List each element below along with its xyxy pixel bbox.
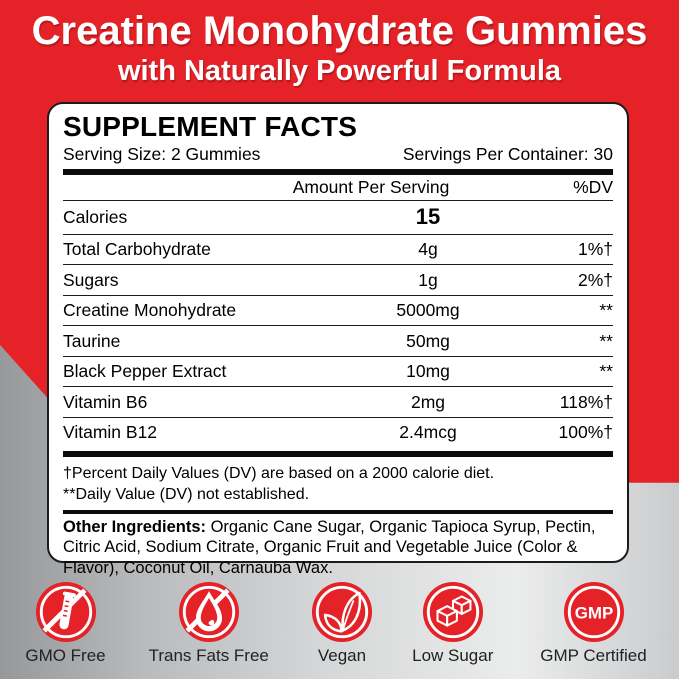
nutrient-name: Taurine: [63, 330, 121, 351]
nutrient-amount: 2mg: [410, 391, 446, 412]
nutrient-dv: 118%†: [559, 391, 613, 412]
table-row: [63, 265, 613, 296]
table-row: [63, 418, 613, 448]
product-subtitle: with Naturally Powerful Formula: [117, 55, 562, 87]
other-ingredients: [63, 517, 613, 579]
product-title: Creatine Monohydrate Gummies: [31, 9, 648, 53]
nutrient-amount: 50mg: [406, 330, 450, 351]
nutrient-amount: 15: [415, 204, 441, 230]
serving-info-row: [63, 144, 613, 165]
panel-title: SUPPLEMENT FACTS: [63, 111, 358, 142]
low-sugar-badge: [393, 581, 513, 666]
nutrient-amount: 10mg: [406, 361, 450, 382]
table-row-calories: [63, 201, 613, 235]
nutrient-dv: 2%†: [577, 269, 613, 290]
footnotes: [63, 463, 613, 505]
supplement-facts-panel: [47, 102, 629, 577]
footnote-not-established: **Daily Value (DV) not established.: [63, 486, 310, 504]
nutrient-amount: 5000mg: [396, 300, 460, 321]
test-tube-prohibited-icon: [35, 581, 97, 643]
gmp-seal-text: GMP: [574, 603, 613, 623]
divider-medium: [63, 510, 613, 514]
gmp-certified-badge: [516, 581, 671, 666]
nutrient-amount: 1g: [418, 269, 438, 290]
nutrient-name: Vitamin B6: [63, 391, 148, 412]
table-row: [63, 387, 613, 418]
droplet-prohibited-icon: [178, 581, 240, 643]
table-row: [63, 296, 613, 327]
leaf-icon: [311, 581, 373, 643]
nutrient-name: Total Carbohydrate: [63, 239, 211, 260]
dv-column-header: %DV: [573, 176, 613, 197]
badge-label: GMO Free: [25, 646, 106, 665]
badge-label: Vegan: [317, 646, 367, 665]
certification-badges-row: [0, 581, 679, 666]
label-header: [0, 0, 679, 88]
nutrient-amount: 2.4mcg: [399, 422, 457, 443]
table-row: [63, 326, 613, 357]
nutrient-name: Sugars: [63, 269, 119, 290]
badge-label: GMP Certified: [540, 646, 647, 665]
other-ingredients-label: Other Ingredients:: [63, 517, 207, 536]
nutrient-dv: 100%†: [558, 422, 613, 443]
badge-label: Trans Fats Free: [148, 646, 269, 665]
gmo-free-badge: [8, 581, 123, 666]
nutrient-name: Black Pepper Extract: [63, 361, 227, 382]
nutrient-name: Calories: [63, 206, 128, 227]
servings-per-container: Servings Per Container: 30: [402, 143, 613, 164]
nutrient-name: Vitamin B12: [63, 422, 158, 443]
nutrient-dv: 1%†: [577, 239, 613, 260]
badge-label: Low Sugar: [412, 646, 494, 665]
serving-size: Serving Size: 2 Gummies: [63, 143, 261, 164]
table-row: [63, 235, 613, 266]
other-ingredients-list: Organic Cane Sugar, Organic Tapioca Syrup, Pectin, Citric Acid, Sodium Citrate, Organic Fruit and Vegetable Juice (Color & Flavor), Coconut Oil, Carnauba Wax.: [63, 517, 596, 577]
gmp-seal-icon: [563, 581, 625, 643]
column-header-row: [63, 175, 613, 200]
footnote-dv: †Percent Daily Values (DV) are based on a 2000 calorie diet.: [63, 465, 495, 483]
nutrient-dv: **: [599, 361, 613, 382]
nutrient-amount: 4g: [418, 239, 438, 260]
nutrient-dv: **: [599, 330, 613, 351]
divider-thick: [63, 451, 613, 457]
nutrient-name: Creatine Monohydrate: [63, 300, 237, 321]
nutrient-dv: **: [599, 300, 613, 321]
table-row: [63, 357, 613, 388]
trans-fats-free-badge: [126, 581, 291, 666]
amount-column-header: Amount Per Serving: [292, 176, 450, 197]
sugar-cubes-icon: [422, 581, 484, 643]
vegan-badge: [295, 581, 390, 666]
